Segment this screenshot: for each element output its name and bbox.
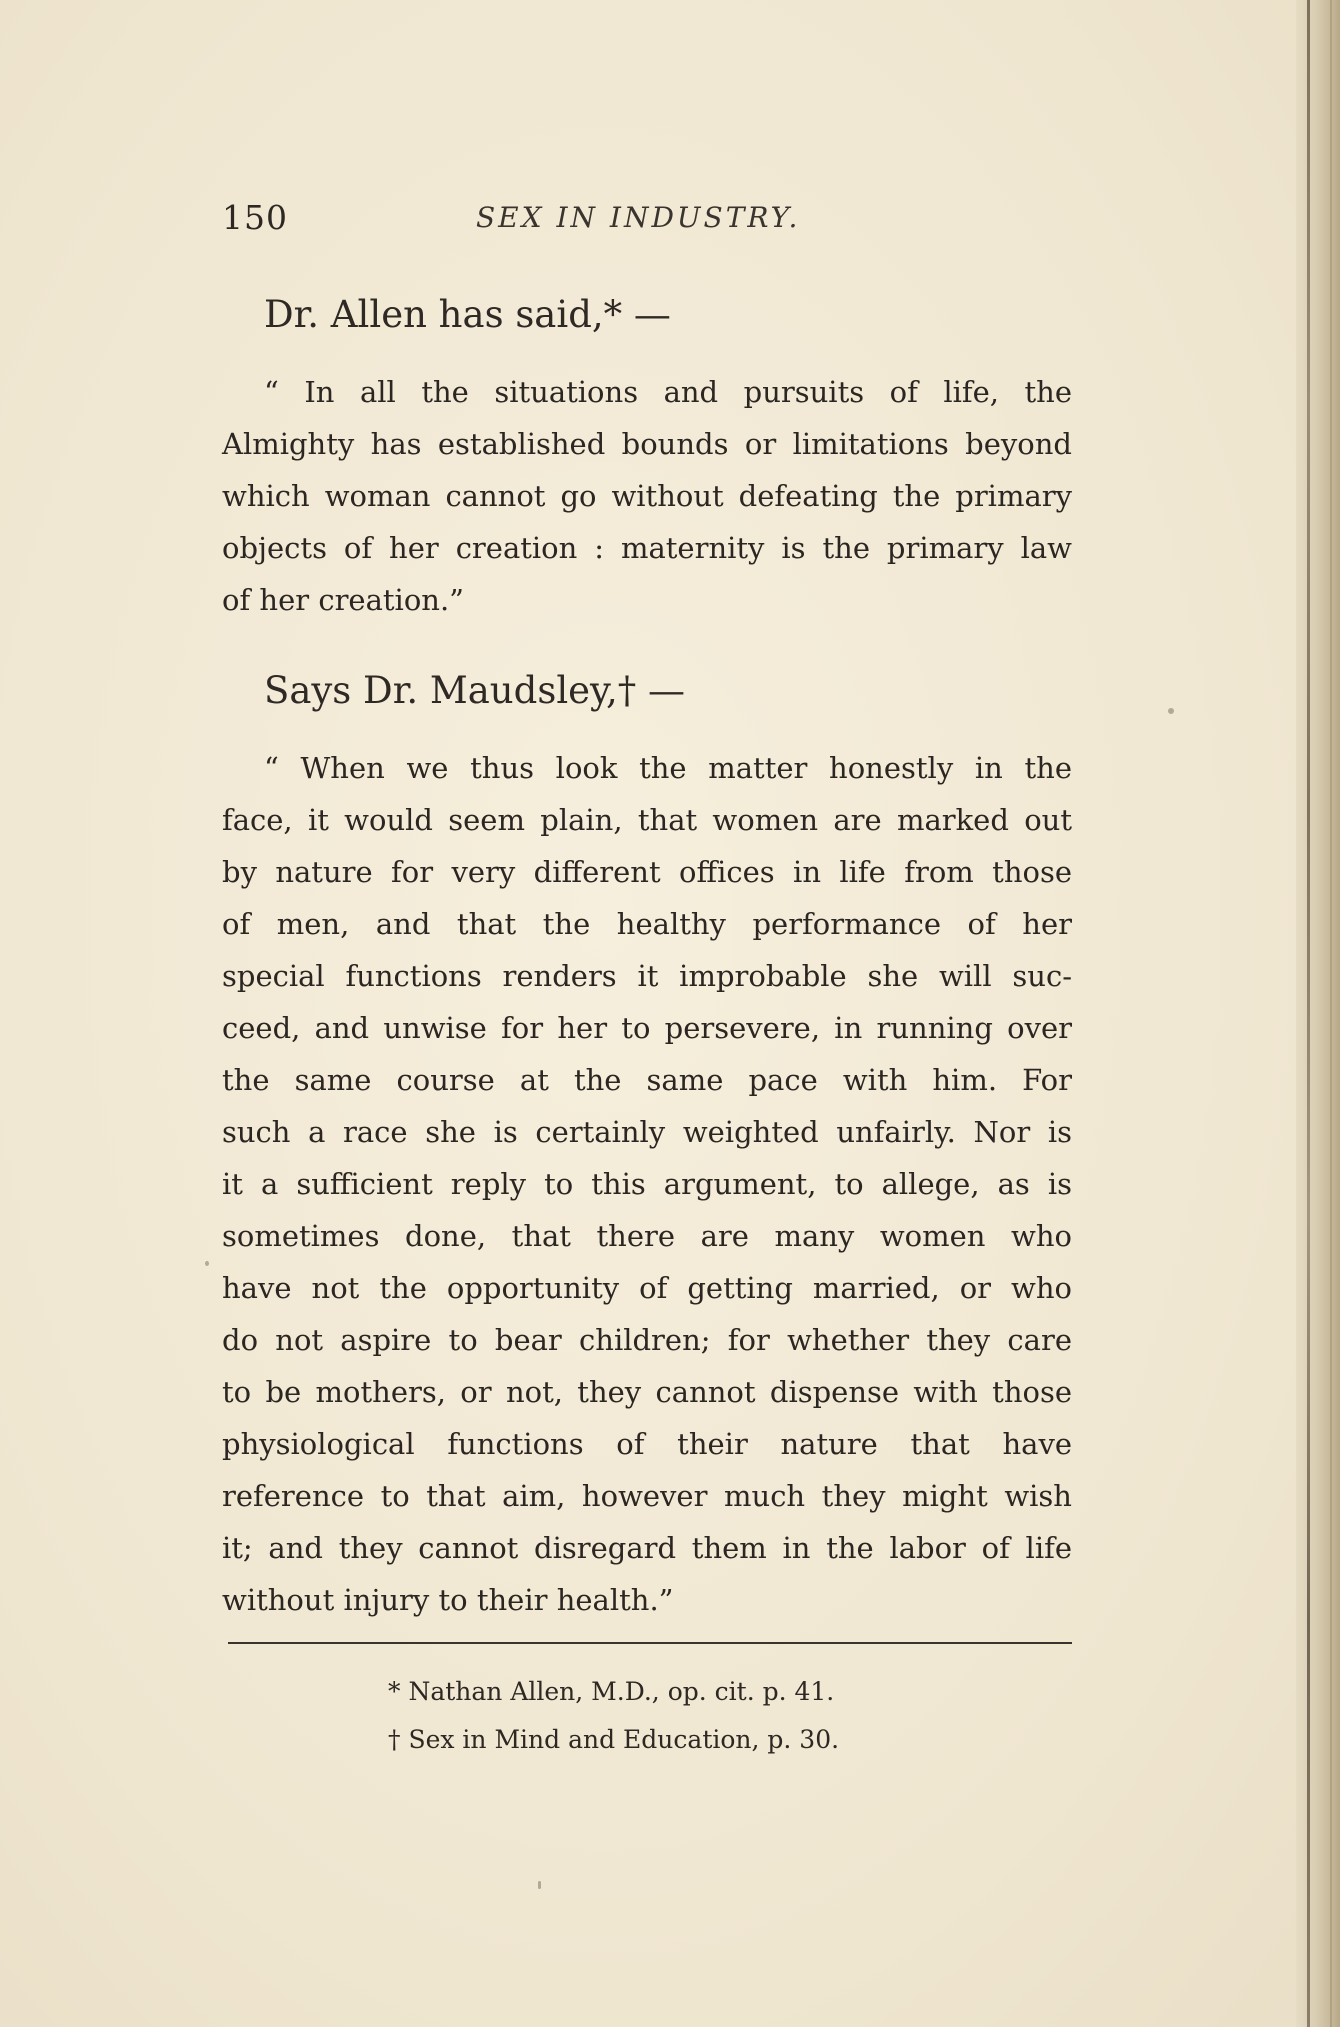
quote-line: Almighty has established bounds or limitations beyond — [222, 427, 1072, 461]
quote-line: it a sufficient reply to this argument, to allege, as is — [222, 1167, 1072, 1201]
quote-line: special functions renders it improbable she will suc- — [222, 959, 1072, 993]
quote-maudsley — [222, 742, 1072, 1626]
page-edge-line-outer — [1330, 0, 1332, 2027]
footnotes — [388, 1668, 1088, 1764]
quote-line: “ In all the situations and pursuits of life, the — [264, 375, 1072, 409]
quote-line: such a race she is certainly weighted unfairly. Nor is — [222, 1115, 1072, 1149]
footnote-allen: * Nathan Allen, M.D., op. cit. p. 41. — [388, 1677, 835, 1706]
book-spine-shadow — [1296, 0, 1340, 2027]
page-header — [222, 198, 1112, 248]
page-edge-line — [1307, 0, 1310, 2027]
section-lead-maudsley: Says Dr. Maudsley,† — — [264, 669, 686, 712]
paper-speck — [205, 1261, 209, 1266]
quote-line: face, it would seem plain, that women are marked out — [222, 803, 1072, 837]
paper-speck — [538, 1881, 541, 1889]
page-number: 150 — [222, 198, 288, 237]
quote-allen — [222, 366, 1072, 626]
quote-line: sometimes done, that there are many women who — [222, 1219, 1072, 1253]
quote-line: without injury to their health.” — [222, 1583, 674, 1617]
quote-line: ceed, and unwise for her to persevere, in running over — [222, 1011, 1072, 1045]
running-head: SEX IN INDUSTRY. — [476, 201, 801, 234]
quote-line: of men, and that the healthy performance of her — [222, 907, 1072, 941]
quote-line: to be mothers, or not, they cannot dispense with those — [222, 1375, 1072, 1409]
quote-line: “ When we thus look the matter honestly in the — [264, 751, 1072, 785]
quote-line: it; and they cannot disregard them in the labor of life — [222, 1531, 1072, 1565]
quote-line: reference to that aim, however much they might wish — [222, 1479, 1072, 1513]
quote-line: have not the opportunity of getting married, or who — [222, 1271, 1072, 1305]
quote-line: do not aspire to bear children; for whether they care — [222, 1323, 1072, 1357]
quote-line: by nature for very different offices in life from those — [222, 855, 1072, 889]
quote-line: objects of her creation : maternity is the primary law — [222, 531, 1072, 565]
section-lead-allen: Dr. Allen has said,* — — [264, 293, 671, 336]
quote-line: which woman cannot go without defeating the primary — [222, 479, 1072, 513]
footnote-maudsley: † Sex in Mind and Education, p. 30. — [388, 1725, 840, 1754]
quote-line: physiological functions of their nature that have — [222, 1427, 1072, 1461]
footnote-divider — [228, 1642, 1072, 1644]
quote-line: of her creation.” — [222, 583, 464, 617]
quote-line: the same course at the same pace with him. For — [222, 1063, 1072, 1097]
paper-speck — [1168, 708, 1174, 714]
page-body — [222, 290, 1072, 1626]
